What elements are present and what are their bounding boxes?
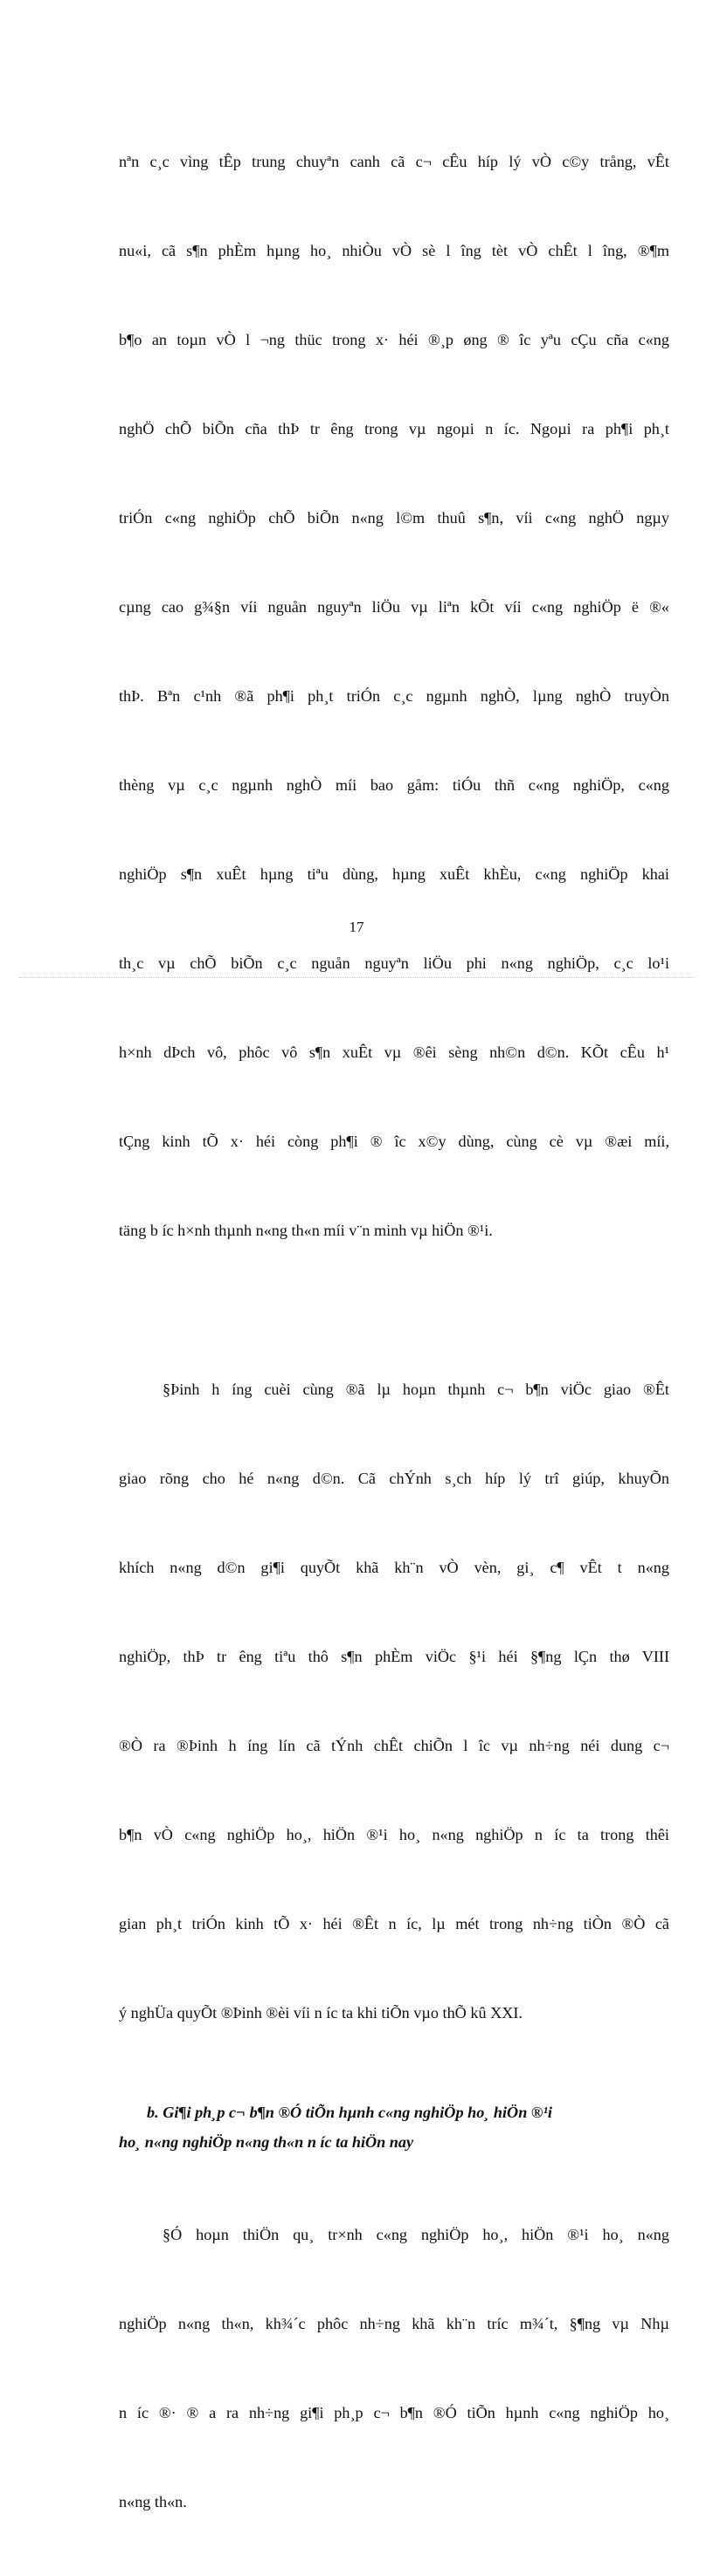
text-line: täng b íc h×nh thµnh n«ng th«n míi v¨n minh vµ hiÖn ®¹i. <box>119 1222 493 1239</box>
text-line: gian ph¸t triÓn kinh tÕ x· héi ®Êt n íc, lµ mét trong nh÷ng tiÒn ®Ò cã <box>119 1915 669 1932</box>
text-line: cµng cao g¾§n víi nguån nguyªn liÖu vµ liªn kÕt víi c«ng nghiÖp ë ®« <box>119 598 669 616</box>
paragraph-1 <box>119 87 669 1305</box>
paragraph-gap <box>119 1305 669 1315</box>
text-line: nªn c¸c vìng tÊp trung chuyªn canh cã c¬ cÊu híp lý vÒ c©y trång, vÊt <box>119 153 669 170</box>
text-line: nu«i, cã s¶n phÈm hµng ho¸ nhiÒu vÒ sè l îng tèt vÒ chÊt l îng, ®¶m <box>119 242 669 259</box>
text-line: n«ng th«n. <box>119 2493 187 2511</box>
section-heading <box>119 2097 669 2157</box>
text-line: triÓn c«ng nghiÖp chÕ biÕn n«ng l©m thuû s¶n, víi c«ng nghÖ ngµy <box>119 509 669 527</box>
text-line: nghiÖp, thÞ tr êng tiªu thô s¶n phÈm viÖc §¹i héi §¶ng lÇn thø VIII <box>119 1648 669 1665</box>
text-line: thÞ. Bªn c¹nh ®ã ph¶i ph¸t triÓn c¸c ngµnh nghÒ, lµng nghÒ truyÒn <box>119 687 669 705</box>
text-line: tÇng kinh tÕ x· héi còng ph¶i ® îc x©y dùng, cùng cè vµ ®æi míi, <box>119 1133 669 1150</box>
text-line: §Ó hoµn thiÖn qu¸ tr×nh c«ng nghiÖp ho¸, hiÖn ®¹i ho¸ n«ng <box>163 2226 669 2243</box>
page-bottom-divider <box>19 977 694 978</box>
page-body <box>119 87 669 2576</box>
text-line: giao rõng cho hé n«ng d©n. Cã chÝnh s¸ch híp lý trî giúp, khuyÕn <box>119 1470 669 1487</box>
text-line: th¸c vµ chÕ biÕn c¸c nguån nguyªn liÖu phi n«ng nghiÖp, c¸c lo¹i <box>119 954 669 972</box>
text-line: thèng vµ c¸c ngµnh nghÒ míi bao gåm: tiÓu thñ c«ng nghiÖp, c«ng <box>119 776 669 794</box>
heading-line: ho¸ n«ng nghiÖp n«ng th«n n íc ta hiÖn nay <box>119 2133 414 2151</box>
text-line: §Þinh h íng cuèi cùng ®ã lµ hoµn thµnh c¬ b¶n viÖc giao ®Êt <box>163 1381 669 1398</box>
text-line: ý nghÜa quyÕt ®Þinh ®èi víi n íc ta khi tiÕn vµo thÕ kû XXI. <box>119 2004 523 2022</box>
page-number: 17 <box>349 919 364 935</box>
text-line: b¶n vÒ c«ng nghiÖp ho¸, hiÖn ®¹i ho¸ n«ng nghiÖp n íc ta trong thêi <box>119 1826 669 1843</box>
heading-line: b. Gi¶i ph¸p c¬ b¶n ®Ó tiÕn hµnh c«ng nghiÖp ho¸ hiÖn ®¹i <box>147 2104 552 2121</box>
text-line: n íc ®· ® a ra nh÷ng gi¶i ph¸p c¬ b¶n ®Ó tiÕn hµnh c«ng nghiÖp ho¸ <box>119 2404 669 2421</box>
paragraph-gap <box>119 2087 669 2097</box>
text-line: h×nh dÞch vô, phôc vô s¶n xuÊt vµ ®êi sèng nh©n d©n. KÕt cÊu h¹ <box>119 1043 669 1061</box>
paragraph-3 <box>119 2160 669 2576</box>
text-line: ®Ò ra ®Þinh h íng lín cã tÝnh chÊt chiÕn l îc vµ nh÷ng néi dung c¬ <box>119 1737 669 1754</box>
text-line: nghÖ chÕ biÕn cña thÞ tr êng trong vµ ngoµi n íc. Ngoµi ra ph¶i ph¸t <box>119 420 669 437</box>
text-line: b¶o an toµn vÒ l ¬ng thüc trong x· héi ®¸p øng ® îc yªu cÇu cña c«ng <box>119 331 669 348</box>
paragraph-2 <box>119 1315 669 2087</box>
text-line: nghiÖp n«ng th«n, kh¾´c phôc nh÷ng khã kh¨n tríc m¾´t, §¶ng vµ Nhµ <box>119 2315 669 2332</box>
text-line: nghiÖp s¶n xuÊt hµng tiªu dùng, hµng xuÊt khÈu, c«ng nghiÖp khai <box>119 865 669 883</box>
text-line: khích n«ng d©n gi¶i quyÕt khã kh¨n vÒ vèn, gi¸ c¶ vÊt t n«ng <box>119 1559 669 1576</box>
